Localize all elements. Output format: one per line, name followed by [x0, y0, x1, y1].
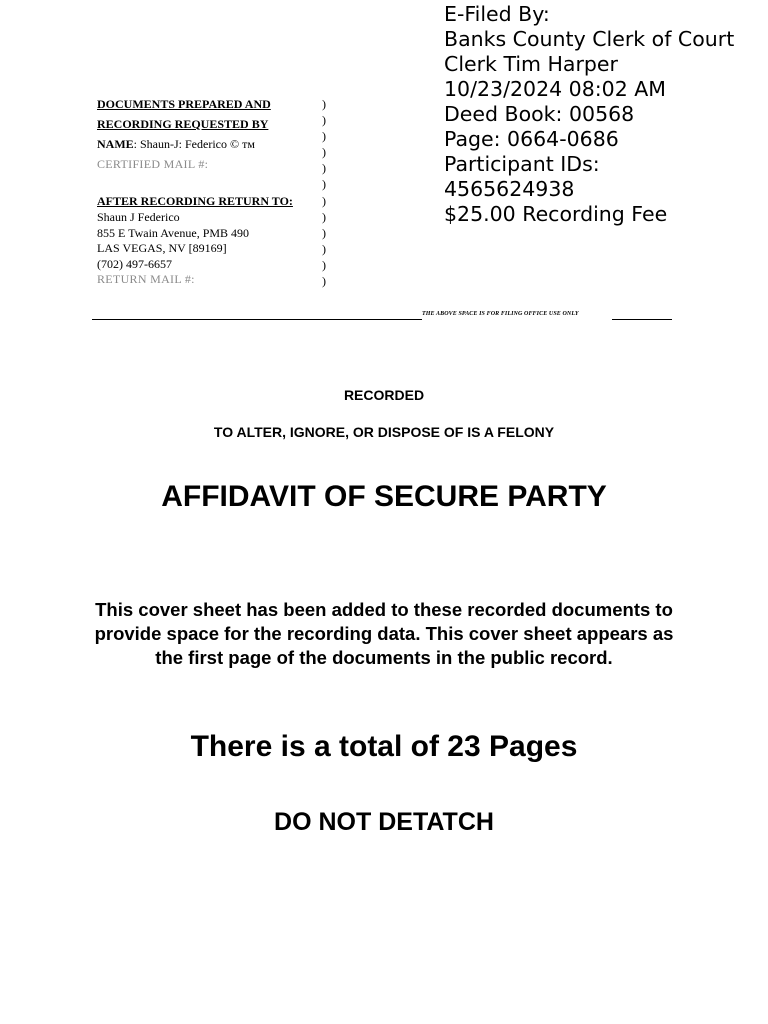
return-street: 855 E Twain Avenue, PMB 490	[97, 225, 250, 240]
return-phone: (702) 497-6657	[97, 256, 172, 271]
filing-divider-left	[92, 319, 422, 320]
efiling-stamp	[444, 2, 734, 227]
prepared-heading-1: DOCUMENTS PREPARED AND	[97, 97, 271, 111]
bracket-column: ) ) ) ) ) ) ) ) ) ) ) )	[322, 97, 326, 289]
stamp-line-datetime: 10/23/2024 08:02 AM	[444, 77, 666, 101]
recording-info-block	[97, 96, 293, 287]
stamp-line-recording-fee: $25.00 Recording Fee	[444, 202, 668, 226]
name-value: : Shaun-J: Federico © ᴛᴍ	[133, 137, 255, 151]
return-city: LAS VEGAS, NV [89169]	[97, 241, 227, 255]
return-name: Shaun J Federico	[97, 210, 180, 224]
prepared-heading-2: RECORDING REQUESTED BY	[97, 117, 269, 131]
stamp-line-page: Page: 0664-0686	[444, 127, 619, 151]
filing-divider-right	[612, 319, 672, 320]
stamp-line-deed-book: Deed Book: 00568	[444, 102, 635, 126]
total-pages: There is a total of 23 Pages	[190, 730, 578, 763]
filing-office-notice: THE ABOVE SPACE IS FOR FILING OFFICE USE ONLY	[422, 311, 579, 317]
stamp-line-efiled-by: E-Filed By:	[444, 2, 550, 26]
return-to-heading: AFTER RECORDING RETURN TO:	[97, 194, 293, 208]
name-label: NAME	[97, 137, 134, 151]
felony-notice: TO ALTER, IGNORE, OR DISPOSE OF IS A FELONY	[213, 424, 555, 440]
stamp-line-participant-id: 4565624938	[444, 177, 575, 201]
stamp-line-clerk-name: Clerk Tim Harper	[444, 52, 618, 76]
cover-sheet-note: This cover sheet has been added to these recorded documents to provide space for the recording data. This cover sheet appears as the first page of the documents in the public record.	[94, 599, 674, 668]
return-mail-label: RETURN MAIL #:	[97, 272, 195, 286]
stamp-line-participant-label: Participant IDs:	[444, 152, 600, 176]
stamp-line-clerk-of-court: Banks County Clerk of Court	[444, 27, 735, 51]
do-not-detatch: DO NOT DETATCH	[274, 808, 494, 836]
document-title: AFFIDAVIT OF SECURE PARTY	[161, 480, 607, 513]
certified-mail-label: CERTIFIED MAIL #:	[97, 157, 209, 171]
recorded-label: RECORDED	[343, 387, 425, 403]
